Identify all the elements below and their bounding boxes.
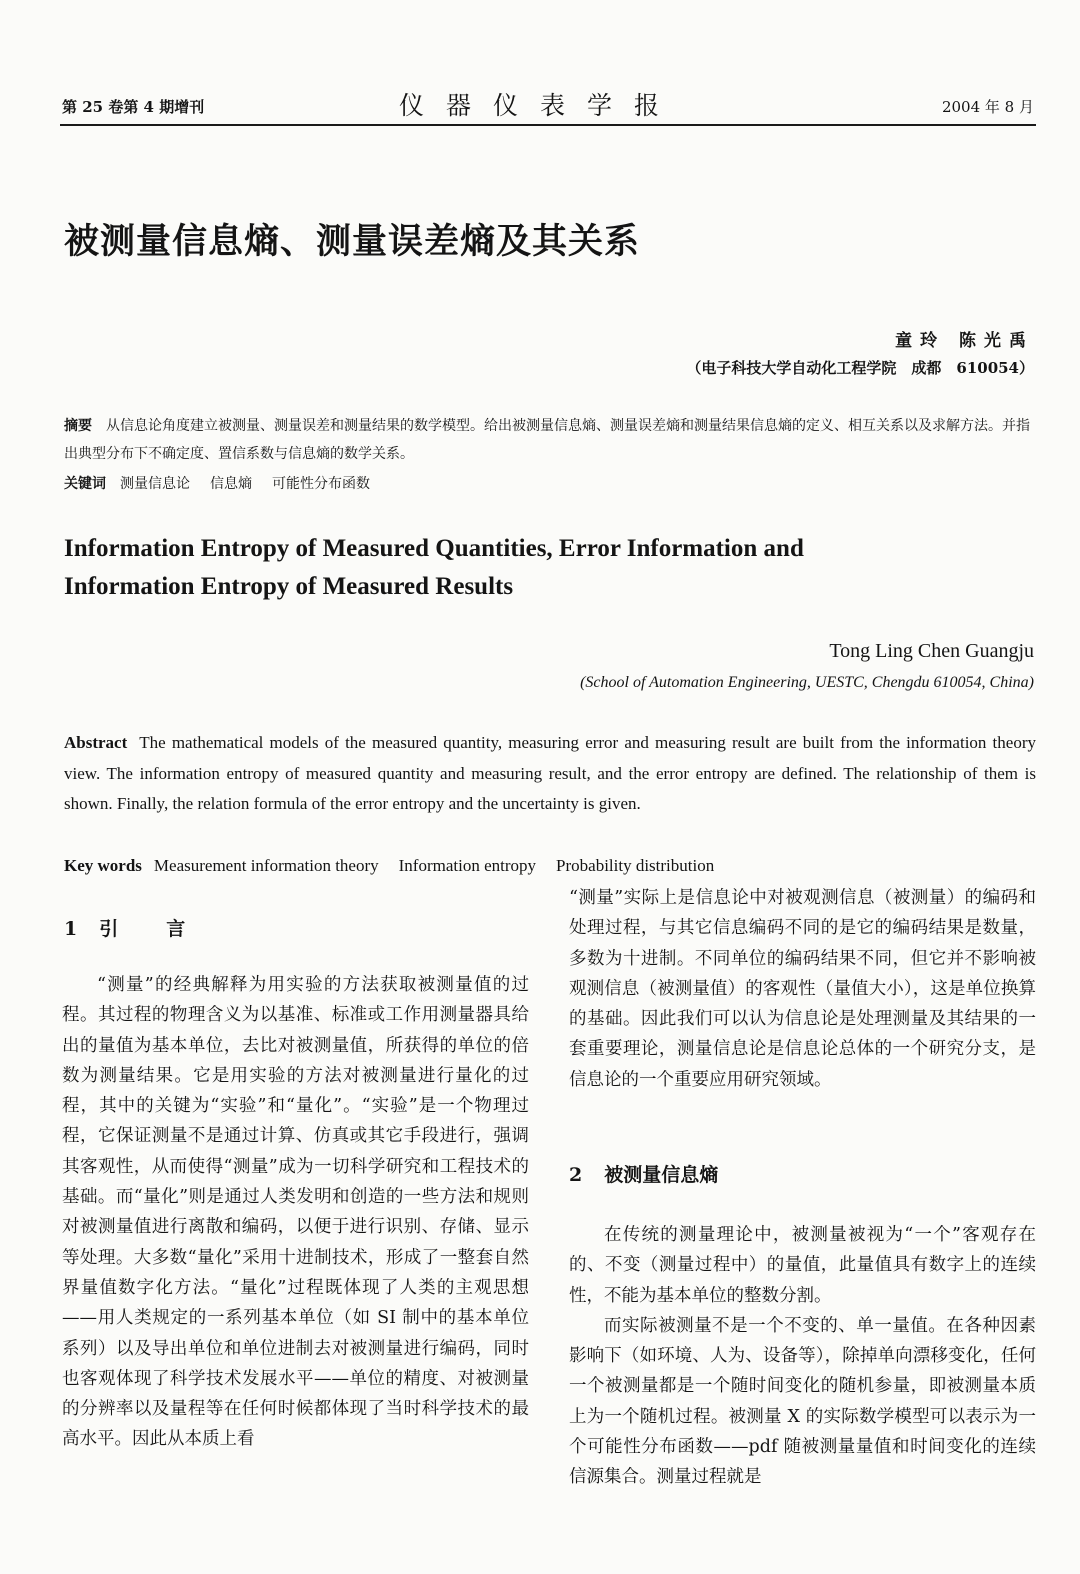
section-1-heading <box>64 914 233 941</box>
column-right-top <box>569 883 1036 1095</box>
section-1-number: 1 <box>64 918 78 940</box>
affiliation-zh: （电子科技大学自动化工程学院 成都 610054） <box>686 359 1034 377</box>
journal-volume-info: 第 25 卷第 4 期增刊 <box>62 98 205 116</box>
section-2-paragraph-2: 而实际被测量不是一个不变的、单一量值。在各种因素影响下（如环境、人为、设备等），除掉单向漂移变化，任何一个被测量都是一个随时间变化的随机参量，即被测量本质上为一个随机过程。被测量 X 的实际数学模型可以表示为一个可能性分布函数——pdf 随被测量量值和时间变化的连续信源集合。测量过程就是 <box>569 1315 1036 1488</box>
column-right-bottom <box>569 1220 1036 1493</box>
section-1-paragraph-2: “测量”实际上是信息论中对被观测信息（被测量）的编码和处理过程，与其它信息编码不同的是它的编码结果是数量，多数为十进制。不同单位的编码结果不同，但它并不影响被观测信息（被测量值）的客观性（量值大小），这是单位换算的基础。因此我们可以认为信息论是处理测量及其结果的一套重要理论，测量信息论是信息论总体的一个研究分支，是信息论的一个重要应用研究领域。 <box>569 888 1036 1090</box>
issue-date: 2004 年 8 月 <box>941 98 1034 116</box>
paper-title-en-line2: Information Entropy of Measured Results <box>64 573 514 600</box>
keyword-en: Measurement information theory <box>153 856 379 875</box>
authors-zh: 童玲 陈光禹 <box>895 331 1034 351</box>
paper-title-en <box>64 530 1024 606</box>
keywords-en <box>64 851 1036 882</box>
keyword-zh: 可能性分布函数 <box>272 476 370 492</box>
abstract-en-text: The mathematical models of the measured quantity, measuring error and measuring result are built from the information theory view. The information entropy of measured quantity and measuring result, and the error entropy are defined. The relationship of them is shown. Finally, the relation formula of the error entropy and the uncertainty is given. <box>64 733 1036 813</box>
section-2-paragraph-1: 在传统的测量理论中，被测量被视为“一个”客观存在的、不变（测量过程中）的量值，此量值具有数字上的连续性，不能为基本单位的整数分割。 <box>569 1225 1036 1306</box>
keyword-zh: 信息熵 <box>210 476 252 492</box>
keyword-en: Information entropy <box>398 856 537 875</box>
abstract-en <box>64 728 1036 820</box>
section-2-number: 2 <box>569 1164 583 1186</box>
authors-en: Tong Ling Chen Guangju <box>829 640 1034 662</box>
keywords-zh-label: 关键词 <box>64 476 106 492</box>
keywords-zh <box>64 470 1036 498</box>
section-1-title: 引言 <box>99 918 234 940</box>
section-2-heading <box>569 1160 718 1187</box>
abstract-en-label: Abstract <box>64 733 128 752</box>
section-1-paragraph-1: “测量”的经典解释为用实验的方法获取被测量值的过程。其过程的物理含义为以基准、标准或工作用测量器具给出的量值为基本单位，去比对被测量值，所获得的单位的倍数为测量结果。它是用实验的方法对被测量进行量化的过程，其中的关键为“实验”和“量化”。“实验”是一个物理过程，它保证测量不是通过计算、仿真或其它手段进行，强调其客观性，从而使得“测量”成为一切科学研究和工程技术的基础。而“量化”则是通过人类发明和创造的一些方法和规则对被测量值进行离散和编码，以便于进行识别、存储、显示等处理。大多数“量化”采用十进制技术，形成了一整套自然界量值数字化方法。“量化”过程既体现了人类的主观思想——用人类规定的一系列基本单位（如 SI 制中的基本单位系列）以及导出单位和单位进制去对被测量进行编码，同时也客观体现了科学技术发展水平——单位的精度、对被测量的分辨率以及量程等在任何时候都体现了当时科学技术的最高水平。因此从本质上看 <box>62 975 529 1450</box>
paper-title-zh: 被测量信息熵、测量误差熵及其关系 <box>64 221 641 262</box>
header-rule <box>60 124 1036 126</box>
keywords-en-label: Key words <box>64 856 142 875</box>
section-2-title: 被测量信息熵 <box>604 1164 719 1186</box>
abstract-zh-text: 从信息论角度建立被测量、测量误差和测量结果的数学模型。给出被测量信息熵、测量误差熵和测量结果信息熵的定义、相互关系以及求解方法。并指出典型分布下不确定度、置信系数与信息熵的数学关系。 <box>64 418 1030 462</box>
abstract-zh <box>64 412 1036 468</box>
affiliation-en: (School of Automation Engineering, UESTC, Chengdu 610054, China) <box>580 674 1034 691</box>
paper-title-en-line1: Information Entropy of Measured Quantities, Error Information and <box>64 535 804 562</box>
keyword-zh: 测量信息论 <box>120 476 190 492</box>
column-left <box>62 970 529 1455</box>
keyword-en: Probability distribution <box>556 856 715 875</box>
journal-name: 仪器仪表学报 <box>398 91 681 120</box>
abstract-zh-label: 摘要 <box>64 418 92 434</box>
